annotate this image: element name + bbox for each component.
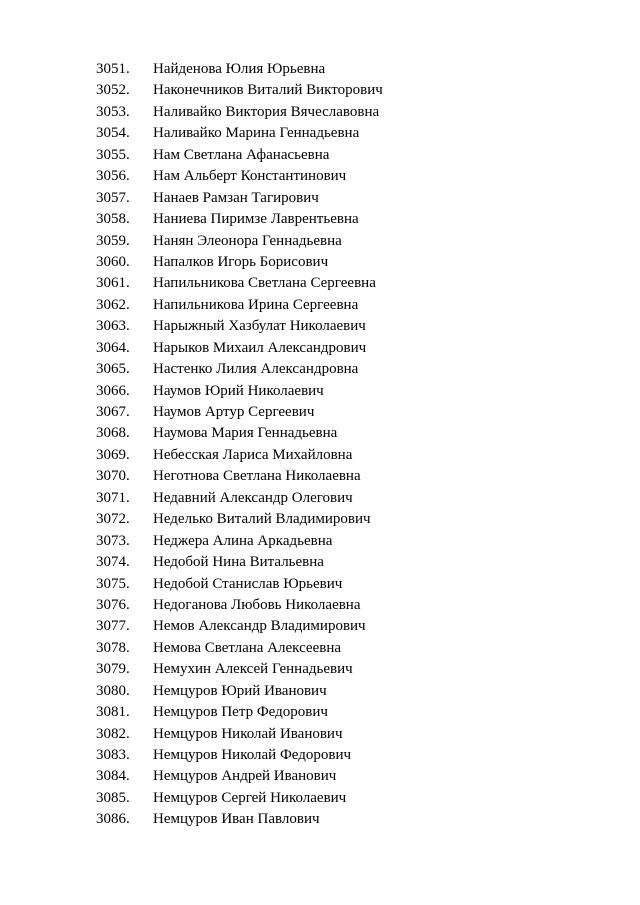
entry-name: Немцуров Юрий Иванович	[153, 682, 327, 699]
list-item	[0, 123, 640, 144]
entry-number: 3051.	[96, 61, 130, 77]
entry-number: 3073.	[96, 532, 130, 549]
entry-name: Неделько Виталий Владимирович	[153, 511, 371, 528]
entry-name: Недоганова Любовь Николаевна	[153, 596, 361, 613]
entry-number: 3060.	[96, 253, 130, 270]
entry-number: 3069.	[96, 446, 130, 463]
entry-name: Наумов Юрий Николаевич	[153, 382, 324, 399]
entry-number: 3074.	[96, 554, 130, 571]
entry-name: Найденова Юлия Юрьевна	[153, 61, 326, 77]
list-item	[0, 574, 640, 595]
list-item	[0, 809, 640, 830]
list-item	[0, 338, 640, 359]
list-item	[0, 252, 640, 273]
list-item	[0, 188, 640, 209]
list-item	[0, 531, 640, 552]
entry-name: Наконечников Виталий Викторович	[153, 82, 383, 99]
list-item	[0, 616, 640, 637]
list-item	[0, 702, 640, 723]
list-item	[0, 59, 640, 80]
list-item	[0, 145, 640, 166]
entry-name: Недобой Станислав Юрьевич	[153, 575, 343, 592]
list-item	[0, 316, 640, 337]
entry-name: Наливайко Виктория Вячеславовна	[153, 103, 380, 120]
entry-number: 3084.	[96, 768, 130, 785]
entry-number: 3065.	[96, 361, 130, 378]
entry-name: Настенко Лилия Александровна	[153, 361, 359, 378]
list-item	[0, 402, 640, 423]
list-item	[0, 359, 640, 380]
entry-name: Наумов Артур Сергеевич	[153, 404, 315, 420]
entry-name: Неджера Алина Аркадьевна	[153, 532, 333, 549]
entry-number: 3083.	[96, 747, 130, 763]
entry-name: Наумова Мария Геннадьевна	[153, 425, 338, 442]
entry-number: 3079.	[96, 661, 130, 678]
entry-number: 3085.	[96, 789, 130, 806]
list-item	[0, 466, 640, 487]
entry-number: 3071.	[96, 489, 130, 506]
entry-name: Немцуров Андрей Иванович	[153, 768, 337, 785]
list-item	[0, 488, 640, 509]
entry-name: Немова Светлана Алексеевна	[153, 639, 342, 656]
entry-number: 3059.	[96, 232, 130, 249]
entry-name: Недавний Александр Олегович	[153, 489, 353, 506]
entry-number: 3066.	[96, 382, 130, 399]
entry-number: 3056.	[96, 168, 130, 185]
entry-number: 3061.	[96, 275, 130, 292]
list-item	[0, 209, 640, 230]
entry-name: Напильникова Ирина Сергеевна	[153, 296, 359, 313]
entry-number: 3063.	[96, 318, 130, 335]
entry-name: Немцуров Петр Федорович	[153, 704, 328, 721]
entry-name: Наливайко Марина Геннадьевна	[153, 125, 360, 142]
list-item	[0, 745, 640, 766]
list-item	[0, 80, 640, 101]
entry-number: 3077.	[96, 618, 130, 635]
entry-number: 3054.	[96, 125, 130, 142]
entry-name: Нам Светлана Афанасьевна	[153, 146, 330, 163]
entry-number: 3068.	[96, 425, 130, 442]
entry-name: Немцуров Сергей Николаевич	[153, 789, 347, 806]
entry-number: 3052.	[96, 82, 130, 99]
entry-number: 3070.	[96, 468, 130, 485]
entry-number: 3067.	[96, 404, 130, 420]
list-item	[0, 273, 640, 294]
list-item	[0, 381, 640, 402]
entry-name: Напалков Игорь Борисович	[153, 253, 329, 270]
entry-number: 3053.	[96, 103, 130, 120]
entry-name: Неготнова Светлана Николаевна	[153, 468, 361, 485]
entry-name: Немухин Алексей Геннадьевич	[153, 661, 353, 678]
list-item	[0, 231, 640, 252]
list-item	[0, 423, 640, 444]
entry-number: 3064.	[96, 339, 130, 356]
entry-number: 3075.	[96, 575, 130, 592]
entry-number: 3076.	[96, 596, 130, 613]
entry-number: 3081.	[96, 704, 130, 721]
list-item	[0, 595, 640, 616]
entry-name: Недобой Нина Витальевна	[153, 554, 324, 571]
list-item	[0, 102, 640, 123]
entry-name: Немцуров Николай Федорович	[153, 747, 352, 763]
entry-name: Нарыжный Хазбулат Николаевич	[153, 318, 366, 335]
list-item	[0, 509, 640, 530]
entry-name: Напильникова Светлана Сергеевна	[153, 275, 376, 292]
entry-number: 3082.	[96, 725, 130, 742]
entry-number: 3055.	[96, 146, 130, 163]
list-item	[0, 445, 640, 466]
entry-name: Нанян Элеонора Геннадьевна	[153, 232, 342, 249]
entry-number: 3057.	[96, 189, 130, 206]
entry-name: Немцуров Иван Павлович	[153, 811, 320, 828]
entry-name: Нарыков Михаил Александрович	[153, 339, 367, 356]
entry-number: 3080.	[96, 682, 130, 699]
entry-number: 3078.	[96, 639, 130, 656]
list-item	[0, 552, 640, 573]
list-item	[0, 788, 640, 809]
entry-number: 3086.	[96, 811, 130, 828]
entry-name: Наниева Пиримзе Лаврентьевна	[153, 211, 359, 228]
entry-number: 3072.	[96, 511, 130, 528]
entry-name: Нанаев Рамзан Тагирович	[153, 189, 319, 206]
entry-name: Нам Альберт Константинович	[153, 168, 347, 185]
list-item	[0, 724, 640, 745]
list-item	[0, 295, 640, 316]
list-item	[0, 681, 640, 702]
list-item	[0, 638, 640, 659]
entry-number: 3062.	[96, 296, 130, 313]
list-item	[0, 766, 640, 787]
entry-name: Немцуров Николай Иванович	[153, 725, 343, 742]
entry-name: Немов Александр Владимирович	[153, 618, 366, 635]
list-item	[0, 659, 640, 680]
list-item	[0, 166, 640, 187]
entry-name: Небесская Лариса Михайловна	[153, 446, 353, 463]
name-list	[0, 59, 640, 831]
entry-number: 3058.	[96, 211, 130, 228]
